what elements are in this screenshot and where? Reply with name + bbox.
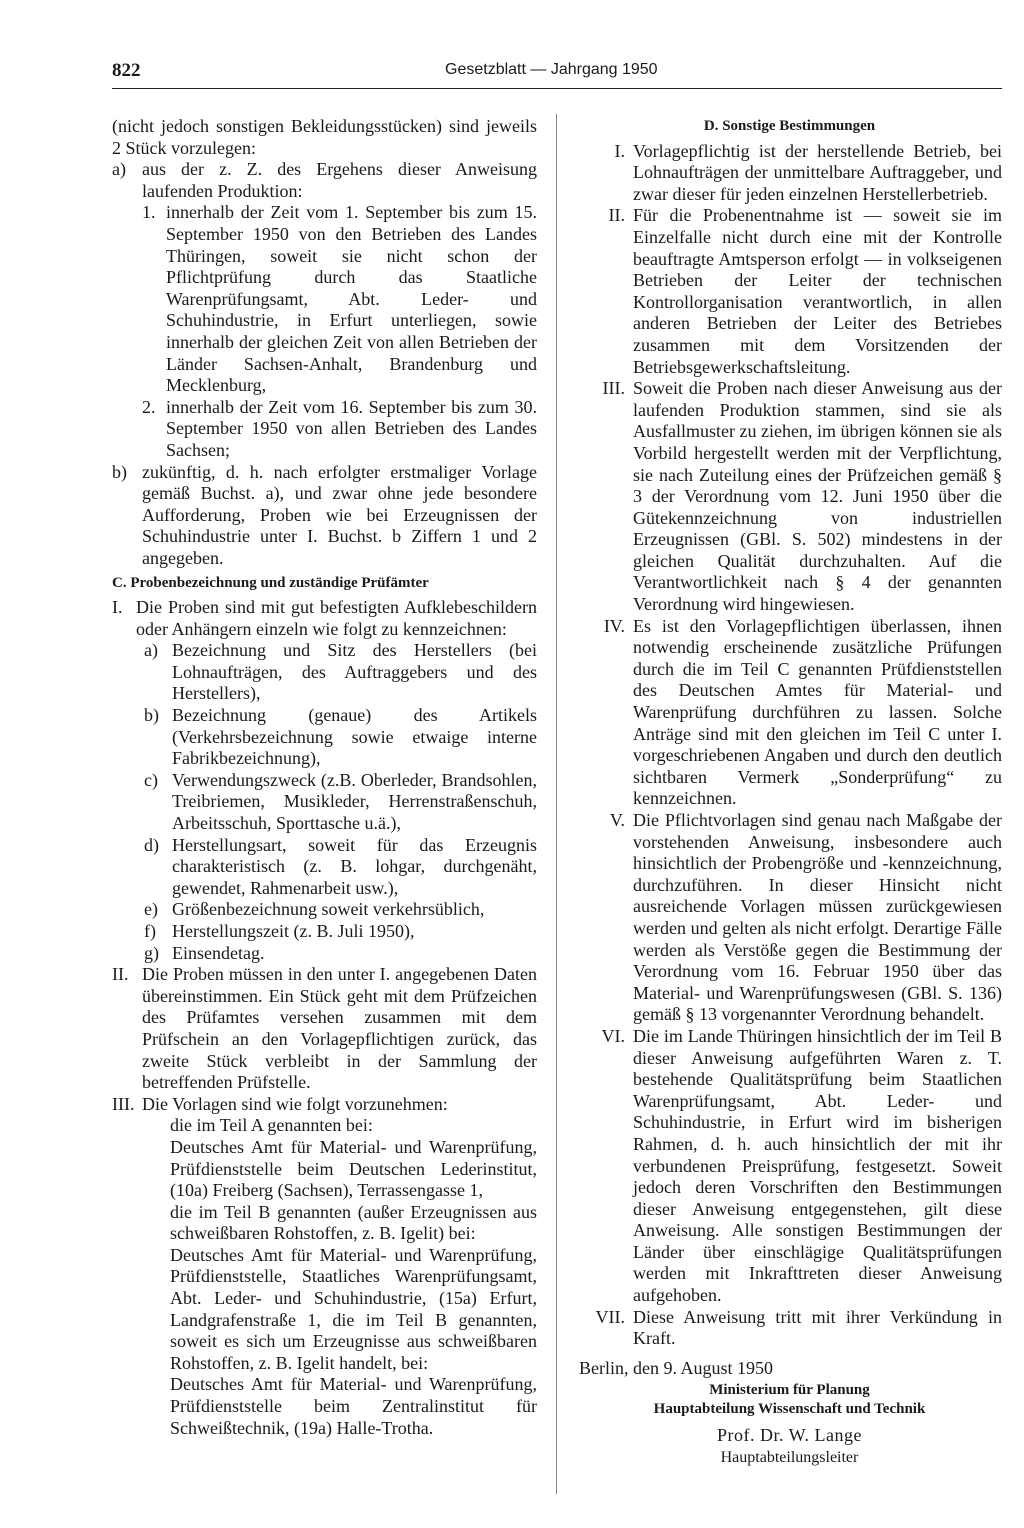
- item-marker: I.: [614, 140, 625, 161]
- item-text: innerhalb der Zeit vom 1. September bis zum 15. September 1950 von den Betrieben des Landes Thüringen, soweit sie nicht schon der Pflichtprüfung durch das Staatliche Warenprüfungsamt, Abt. Leder- und Schuhindustrie, in Erfurt unterliegen, sowie innerhalb der gleichen Zeit von allen Betrieben der Länder Sachsen-Anhalt, Brandenburg und Mecklenburg,: [166, 202, 537, 396]
- item-marker: a): [144, 640, 158, 661]
- place-date: Berlin, den 9. August 1950: [579, 1357, 773, 1378]
- item-text: Die Vorlagen sind wie folgt vorzunehmen:: [142, 1093, 448, 1114]
- list-item: [112, 943, 537, 965]
- item-marker: V.: [609, 810, 625, 830]
- right-column: [577, 116, 1002, 1469]
- section-c-item-ii: [112, 964, 537, 1094]
- list-item: [577, 205, 1002, 378]
- item-marker: VII.: [595, 1306, 625, 1327]
- item-text: Verwendungszweck (z.B. Oberleder, Brandsohlen, Treibriemen, Musikleder, Herrenstraßenschuh, Arbeitsschuh, Sporttasche u.ä.),: [172, 769, 537, 833]
- item-text: innerhalb der Zeit vom 16. September bis zum 30. September 1950 von allen Betrieben des Landes Sachsen;: [166, 396, 537, 460]
- address-label: die im Teil B genannten (außer Erzeugnissen aus schweißbaren Rohstoffen, z. B. Igelit) bei:: [170, 1201, 537, 1244]
- item-marker: e): [144, 899, 158, 920]
- left-column: [112, 116, 537, 1439]
- item-marker: III.: [602, 378, 625, 399]
- item-text: Vorlagepflichtig ist der herstellende Betrieb, bei Lohnaufträgen der unmittelbare Auftraggeber, und zwar dieser für jeden einzelnen Herstellerbetrieb.: [633, 140, 1002, 204]
- item-marker: f): [144, 920, 156, 941]
- item-text: Die Proben sind mit gut befestigten Aufklebeschildern oder Anhängern einzeln wie folgt zu kennzeichnen:: [136, 597, 537, 639]
- item-text: Diese Anweisung tritt mit ihrer Verkündung in Kraft.: [633, 1306, 1002, 1349]
- item-text: Herstellungsart, soweit für das Erzeugnis charakteristisch (z. B. lohgar, durchgenäht, gewendet, Rahmenarbeit usw.),: [172, 834, 537, 898]
- item-text: aus der z. Z. des Ergehens dieser Anweisung laufenden Produktion:: [142, 159, 537, 201]
- item-text: zukünftig, d. h. nach erfolgter erstmaliger Vorlage gemäß Buchst. a), und zwar ohne jede besondere Aufforderung, Proben wie bei Erzeugnissen der Schuhindustrie unter I. Buchst. b Ziffern 1 und 2 angegeben.: [142, 461, 537, 568]
- column-divider: [556, 114, 557, 1494]
- section-c-item-i: [112, 597, 537, 640]
- list-item: [577, 1307, 1002, 1350]
- list-item: [577, 141, 1002, 206]
- section-d-heading: D. Sonstige Bestimmungen: [703, 118, 876, 134]
- item-text: Größenbezeichnung soweit verkehrsüblich,: [172, 899, 485, 920]
- list-item-a2: [112, 397, 537, 462]
- item-marker: VI.: [601, 1025, 625, 1046]
- item-marker: I.: [112, 597, 123, 618]
- address-label: die im Teil A genannten bei:: [170, 1115, 373, 1136]
- item-text: Die im Lande Thüringen hinsichtlich der im Teil B dieser Anweisung aufgeführten Waren z. T. bestehende Qualitätsprüfung beim Staatlichen Warenprüfungsamt, Abt. Leder- und Schuhindustrie, in Erfurt wird im bisherigen Rahmen, d. h. auch hinsichtlich der mit ihr verbundenen Preisprüfung, festgesetzt. Soweit jedoch deren Vorschriften den Bestimmungen dieser Anweisung entgegenstehen, gilt diese Anweisung. Alle sonstigen Bestimmungen der Länder über einschlägige Qualitätsprüfungen werden mit Inkrafttreten dieser Anweisung aufgehoben.: [633, 1025, 1002, 1306]
- item-text: Einsendetag.: [172, 942, 265, 963]
- address-block: Deutsches Amt für Material- und Warenprüfung, Prüfdienststelle, Staatliches Warenprüfungsamt, Abt. Leder- und Schuhindustrie, (15a) Erfurt, Landgrafenstraße 1, die im Teil B genannten, soweit es sich um Erzeugnisse aus schweißbaren Rohstoffen, z. B. Igelit handelt, bei:: [170, 1244, 537, 1373]
- list-item: [577, 378, 1002, 616]
- page-title: Gesetzblatt — Jahrgang 1950: [445, 61, 658, 78]
- item-marker: II.: [112, 964, 129, 985]
- address-block: Deutsches Amt für Material- und Warenprüfung, Prüfdienststelle beim Zentralinstitut für Schweißtechnik, (19a) Halle-Trotha.: [170, 1374, 537, 1438]
- section-c-item-iii: [112, 1094, 537, 1116]
- list-item: [112, 921, 537, 943]
- signature-ministry: Ministerium für Planung: [709, 1382, 870, 1399]
- list-item-b: [112, 462, 537, 570]
- item-marker: III.: [112, 1093, 135, 1114]
- item-marker: a): [112, 159, 126, 180]
- item-marker: IV.: [603, 615, 625, 636]
- item-text: Bezeichnung und Sitz des Herstellers (bei Lohnaufträgen, des Auftraggebers und des Herstellers),: [172, 640, 537, 704]
- item-text: Für die Probenentnahme ist — soweit sie im Einzelfalle nicht durch eine mit der Kontrolle beauftragte Amtsperson erfolgt — in volkseigenen Betrieben der Leiter der technischen Kontrollorganisation verantwortlich, in allen anderen Betrieben der Leiter des Betriebes zusammen mit dem Vorsitzenden der Betriebsgewerkschaftsleitung.: [633, 205, 1002, 377]
- item-text: Soweit die Proben nach dieser Anweisung aus der laufenden Produktion stammen, sind sie als Ausfallmuster zu ziehen, im übrigen können sie als Vorbild hergestellt werden mit der Verpflichtung, sie nach Zuteilung eines der Prüfzeichen gemäß § 3 der Verordnung vom 12. Juni 1950 über die Gütekennzeichnung von industriellen Erzeugnissen (GBl. S. 502) mindestens in der gleichen Qualität durchzuhalten. Auf die Verantwortlichkeit nach § 4 der genannten Verordnung wird hingewiesen.: [633, 378, 1002, 615]
- item-text: Herstellungszeit (z. B. Juli 1950),: [172, 920, 415, 941]
- signature-role: Hauptabteilungsleiter: [720, 1449, 859, 1467]
- list-item: [577, 810, 1002, 1026]
- intro-paragraph: (nicht jedoch sonstigen Bekleidungsstücken) sind jeweils 2 Stück vorzulegen:: [112, 116, 537, 158]
- item-marker: 1.: [142, 202, 156, 223]
- list-item: [577, 1026, 1002, 1307]
- signature-department: Hauptabteilung Wissenschaft und Technik: [653, 1401, 926, 1418]
- item-text: Die Pflichtvorlagen sind genau nach Maßgabe der vorstehenden Anweisung, insbesondere auch hinsichtlich der Probengröße und -kennzeichnung, durchzuführen. In dieser Hinsicht nicht ausreichende Vorlagen müssen zurückgewiesen werden und gelten als nicht erfolgt. Derartige Fälle werden als Verstöße gegen die Bestimmung der Verordnung vom 16. Februar 1950 über das Material- und Warenprüfungswesen (GBl. S. 136) gemäß § 13 vorgenannter Verordnung behandelt.: [633, 810, 1002, 1025]
- item-text: Es ist den Vorlagepflichtigen überlassen, ihnen notwendig erscheinende zusätzliche Prüfungen durch die im Teil C genannten Prüfdienststellen des Deutschen Amtes für Material- und Warenprüfung durchführen zu lassen. Solche Anträge sind mit den gleichen im Teil C unter I. vorgeschriebenen Angaben und durch den deutlich sichtbaren Vermerk „Sonderprüfung“ zu kennzeichnen.: [633, 615, 1002, 809]
- signature-name: Prof. Dr. W. Lange: [717, 1425, 862, 1446]
- list-item: [112, 705, 537, 770]
- item-marker: g): [144, 942, 159, 963]
- section-c-heading: C. Probenbezeichnung und zuständige Prüfämter: [112, 575, 429, 592]
- item-marker: d): [144, 834, 159, 855]
- list-item: [112, 770, 537, 835]
- address-block: Deutsches Amt für Material- und Warenprüfung, Prüfdienststelle beim Deutschen Lederinstitut, (10a) Freiberg (Sachsen), Terrassengasse 1,: [170, 1136, 537, 1201]
- list-item: [577, 616, 1002, 810]
- item-marker: b): [144, 705, 159, 726]
- item-marker: 2.: [142, 396, 156, 417]
- page-number: 822: [112, 60, 141, 81]
- item-marker: b): [112, 461, 127, 482]
- list-item-a1: [112, 202, 537, 396]
- list-item: [112, 899, 537, 921]
- item-text: Die Proben müssen in den unter I. angegebenen Daten übereinstimmen. Ein Stück geht mit dem Prüfzeichen des Prüfamtes versehen zusammen mit dem Prüfschein an den Vorlagepflichtigen zurück, das zweite Stück verbleibt in der Sammlung der betreffenden Prüfstelle.: [142, 964, 537, 1093]
- list-item: [112, 835, 537, 900]
- item-text: Bezeichnung (genaue) des Artikels (Verkehrsbezeichnung sowie etwaige interne Fabrikbezeichnung),: [172, 705, 537, 769]
- item-marker: c): [144, 769, 158, 790]
- list-item: [112, 640, 537, 705]
- page-header: [112, 58, 1002, 89]
- item-marker: II.: [608, 205, 625, 226]
- list-item-a: [112, 159, 537, 202]
